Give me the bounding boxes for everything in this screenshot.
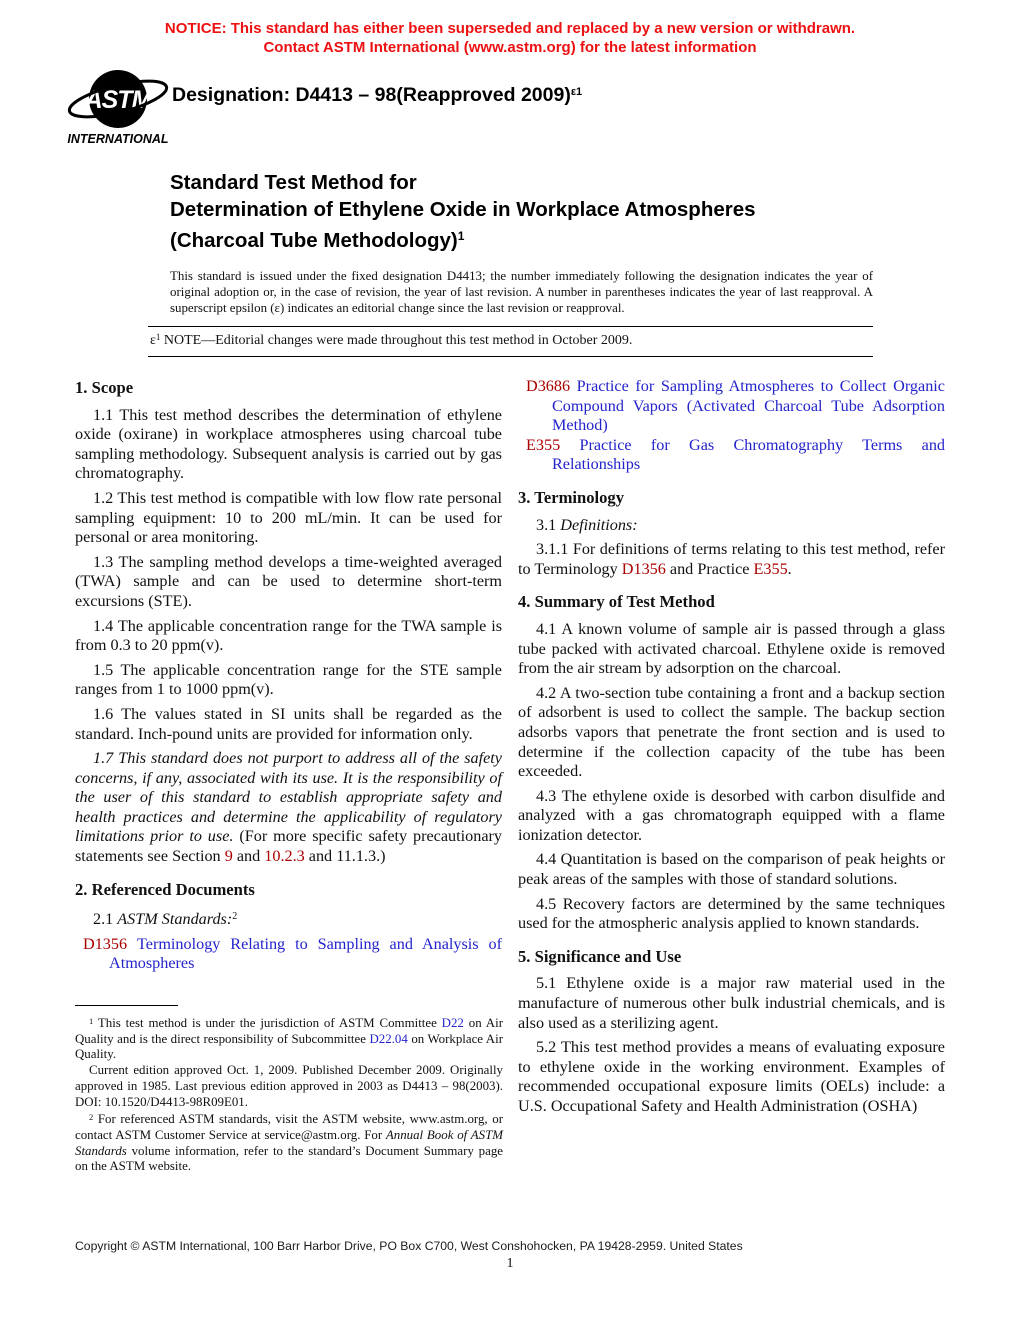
d22-04-subcommittee-link[interactable]: D22.04 bbox=[369, 1031, 408, 1046]
paragraph-2-1-number: 2.1 bbox=[93, 910, 118, 929]
footnote-divider bbox=[75, 1005, 178, 1006]
designation-text: Designation: D4413 – 98(Reapproved 2009) bbox=[172, 84, 571, 106]
footnote-2 bbox=[75, 1110, 503, 1175]
editorial-note-text: NOTE—Editorial changes were made throughout this test method in October 2009. bbox=[160, 333, 633, 348]
page-number: 1 bbox=[506, 1256, 514, 1271]
astm-standards-label: ASTM Standards: bbox=[117, 910, 233, 929]
paragraph-2-1 bbox=[75, 907, 502, 930]
reference-item-d3686 bbox=[518, 377, 945, 436]
footnote-1 bbox=[75, 1014, 503, 1063]
paragraph-1-5: 1.5 The applicable concentration range for the STE sample ranges from 1 to 1000 ppm(v). bbox=[75, 660, 502, 699]
d22-committee-link[interactable]: D22 bbox=[441, 1016, 464, 1030]
paragraph-1-7-end: and 11.1.3.) bbox=[304, 847, 386, 866]
paragraph-1-1: 1.1 This test method describes the determination of ethylene oxide (oxirane) in workplace atmospheres using charcoal tube sampling methodology. Subsequent analysis is carried out by gas chromatography. bbox=[75, 405, 502, 483]
footnote-2-marker-bottom: 2 bbox=[89, 1112, 94, 1123]
paragraph-1-7-text: (For more specific safety precautionary statements see Section bbox=[75, 827, 502, 866]
title-footnote-marker: 1 bbox=[457, 229, 465, 243]
withdrawal-notice-line1: NOTICE: This standard has either been superseded and replaced by a new version or withdrawn. bbox=[164, 20, 856, 37]
footnote-1-marker: 1 bbox=[89, 1016, 94, 1026]
footnote-2-text2: volume information, refer to the standard’s Document Summary page on the ASTM website. bbox=[75, 1143, 503, 1174]
paragraph-1-6: 1.6 The values stated in SI units shall be regarded as the standard. Inch-pound units are provided for information only. bbox=[75, 704, 502, 743]
section-10-2-3-link[interactable]: 10.2.3 bbox=[264, 847, 305, 866]
paragraph-5-1: 5.1 Ethylene oxide is a major raw material used in the manufacture of numerous other bulk industrial chemicals, and is also used as a sterilizing agent. bbox=[518, 974, 945, 1032]
document-title bbox=[170, 170, 890, 255]
svg-text:ASTM: ASTM bbox=[84, 86, 152, 114]
right-column bbox=[518, 377, 945, 1122]
section-9-link[interactable]: 9 bbox=[224, 847, 233, 866]
copyright-line: Copyright © ASTM International, 100 Barr Harbor Drive, PO Box C700, West Conshohocken, PA 19428-2959. United States bbox=[75, 1239, 743, 1253]
designation-line bbox=[172, 84, 582, 107]
issuance-paragraph: This standard is issued under the fixed designation D4413; the number immediately following the designation indicates the year of original adoption or, in the case of revision, the year of last revision. A number in parentheses indicates the year of last reapproval. A superscript epsilon (ε) indicates an editorial change since the last revision or reapproval. bbox=[170, 269, 873, 315]
footnote-2-text: For referenced ASTM standards, visit the ASTM website, www.astm.org, or contact ASTM Customer Service at service@astm.org. For bbox=[75, 1112, 503, 1142]
paragraph-3-1-number: 3.1 bbox=[536, 515, 561, 534]
section-1-heading: 1. Scope bbox=[75, 378, 134, 397]
d1356-link[interactable]: D1356 bbox=[83, 934, 128, 953]
editorial-note bbox=[148, 326, 873, 357]
title-line3-text: (Charcoal Tube Methodology) bbox=[170, 229, 458, 252]
d3686-title-link[interactable]: Practice for Sampling Atmospheres to Collect Organic Compound Vapors (Activated Charcoal Tube Adsorption Method) bbox=[552, 377, 945, 435]
d3686-link[interactable]: D3686 bbox=[526, 377, 571, 395]
paragraph-4-1: 4.1 A known volume of sample air is passed through a glass tube packed with activated charcoal. Ethylene oxide is removed from the air stream by adsorption on the charcoal. bbox=[518, 619, 945, 678]
paragraph-3-1-1 bbox=[518, 540, 945, 579]
paragraph-5-2: 5.2 This test method provides a means of evaluating exposure to ethylene oxide in the working environment. Examples of recommended occupational exposure limits (OELs) include: a U.S. Occupational Safety and Health Administration (OSHA) bbox=[518, 1038, 945, 1115]
paragraph-4-4: 4.4 Quantitation is based on the comparison of peak heights or peak areas of the samples with those of standard solutions. bbox=[518, 850, 945, 889]
title-line2: Determination of Ethylene Oxide in Workplace Atmospheres bbox=[170, 197, 756, 221]
designation-superscript: ε1 bbox=[570, 86, 583, 98]
section-2-heading: 2. Referenced Documents bbox=[75, 879, 255, 899]
title-line1: Standard Test Method for bbox=[170, 171, 417, 194]
title-line3 bbox=[170, 223, 890, 255]
d1356-ref-link[interactable]: D1356 bbox=[621, 559, 666, 578]
left-column bbox=[75, 377, 502, 974]
withdrawal-notice-line2: Contact ASTM International (www.astm.org) for the latest information bbox=[263, 39, 757, 56]
paragraph-1-4: 1.4 The applicable concentration range for the TWA sample is from 0.3 to 20 ppm(v). bbox=[75, 616, 502, 655]
e355-link[interactable]: E355 bbox=[526, 435, 561, 454]
paragraph-4-2: 4.2 A two-section tube containing a front and a backup section of adsorbent is used to collect the sample. The backup section adsorbs vapors that penetrate the front section and is used to determine if the collection capacity of the tube has been exceeded. bbox=[518, 683, 945, 781]
paragraph-1-7-and: and bbox=[232, 847, 265, 866]
d1356-title-link[interactable]: Terminology Relating to Sampling and Analysis of Atmospheres bbox=[109, 934, 503, 973]
section-4-heading: 4. Summary of Test Method bbox=[518, 592, 715, 612]
editorial-note-sup: 1 bbox=[155, 332, 161, 342]
paragraph-1-7 bbox=[75, 749, 502, 867]
paragraph-3-1 bbox=[518, 516, 945, 536]
reference-item-e355 bbox=[518, 436, 945, 475]
footnote-1-edition: Current edition approved Oct. 1, 2009. Published December 2009. Originally approved in 1985. Last previous edition approved in 2003 as D4413 – 98(2003). DOI: 10.1520/D4413-98R09E01. bbox=[75, 1063, 503, 1109]
paragraph-1-7-caveat: 1.7 This standard does not purport to address all of the safety concerns, if any, associated with its use. It is the responsibility of the user of this standard to establish appropriate safety and health practices and determine the applicability of regulatory limitations prior to use. bbox=[75, 749, 502, 846]
paragraph-3-1-1-end: . bbox=[787, 559, 792, 578]
section-3-heading: 3. Terminology bbox=[518, 487, 625, 507]
paragraph-1-3: 1.3 The sampling method develops a time-weighted averaged (TWA) sample and can be used to determine short-term excursions (STE). bbox=[75, 552, 502, 610]
withdrawal-notice bbox=[0, 19, 1020, 57]
footnote-1-text3: on Workplace Air Quality. bbox=[75, 1031, 503, 1062]
definitions-label: Definitions: bbox=[560, 515, 638, 534]
footnotes-block bbox=[75, 1005, 503, 1175]
e355-ref-link[interactable]: E355 bbox=[753, 559, 788, 578]
editorial-note-epsilon: ε bbox=[150, 333, 156, 348]
paragraph-1-2: 1.2 This test method is compatible with low flow rate personal sampling equipment: 10 to 200 mL/min. It can be used for personal or area monitoring. bbox=[75, 488, 502, 547]
section-5-heading: 5. Significance and Use bbox=[518, 946, 682, 966]
footnote-1-text2: on Air Quality and is the direct responsibility of Subcommittee bbox=[75, 1016, 503, 1046]
e355-title-link[interactable]: Practice for Gas Chromatography Terms and Relationships bbox=[552, 435, 946, 474]
paragraph-3-1-1-text: 3.1.1 For definitions of terms relating to this test method, refer to Terminology bbox=[518, 540, 945, 578]
reference-item-d1356 bbox=[75, 935, 502, 974]
svg-text:INTERNATIONAL: INTERNATIONAL bbox=[67, 132, 169, 146]
footnote-1-text: This test method is under the jurisdiction of ASTM Committee bbox=[93, 1016, 442, 1030]
annual-book-title: Annual Book of ASTM Standards bbox=[75, 1127, 503, 1158]
astm-logo bbox=[62, 66, 174, 150]
paragraph-4-3: 4.3 The ethylene oxide is desorbed with carbon disulfide and analyzed with a gas chromatograph equipped with a flame ionization detector. bbox=[518, 786, 945, 844]
paragraph-3-1-1-and: and Practice bbox=[665, 559, 754, 578]
astm-globe-icon bbox=[62, 66, 174, 150]
footnote-2-marker: 2 bbox=[232, 911, 238, 923]
paragraph-4-5: 4.5 Recovery factors are determined by the same techniques used for the atmospheric analysis applied to known standards. bbox=[518, 894, 945, 933]
